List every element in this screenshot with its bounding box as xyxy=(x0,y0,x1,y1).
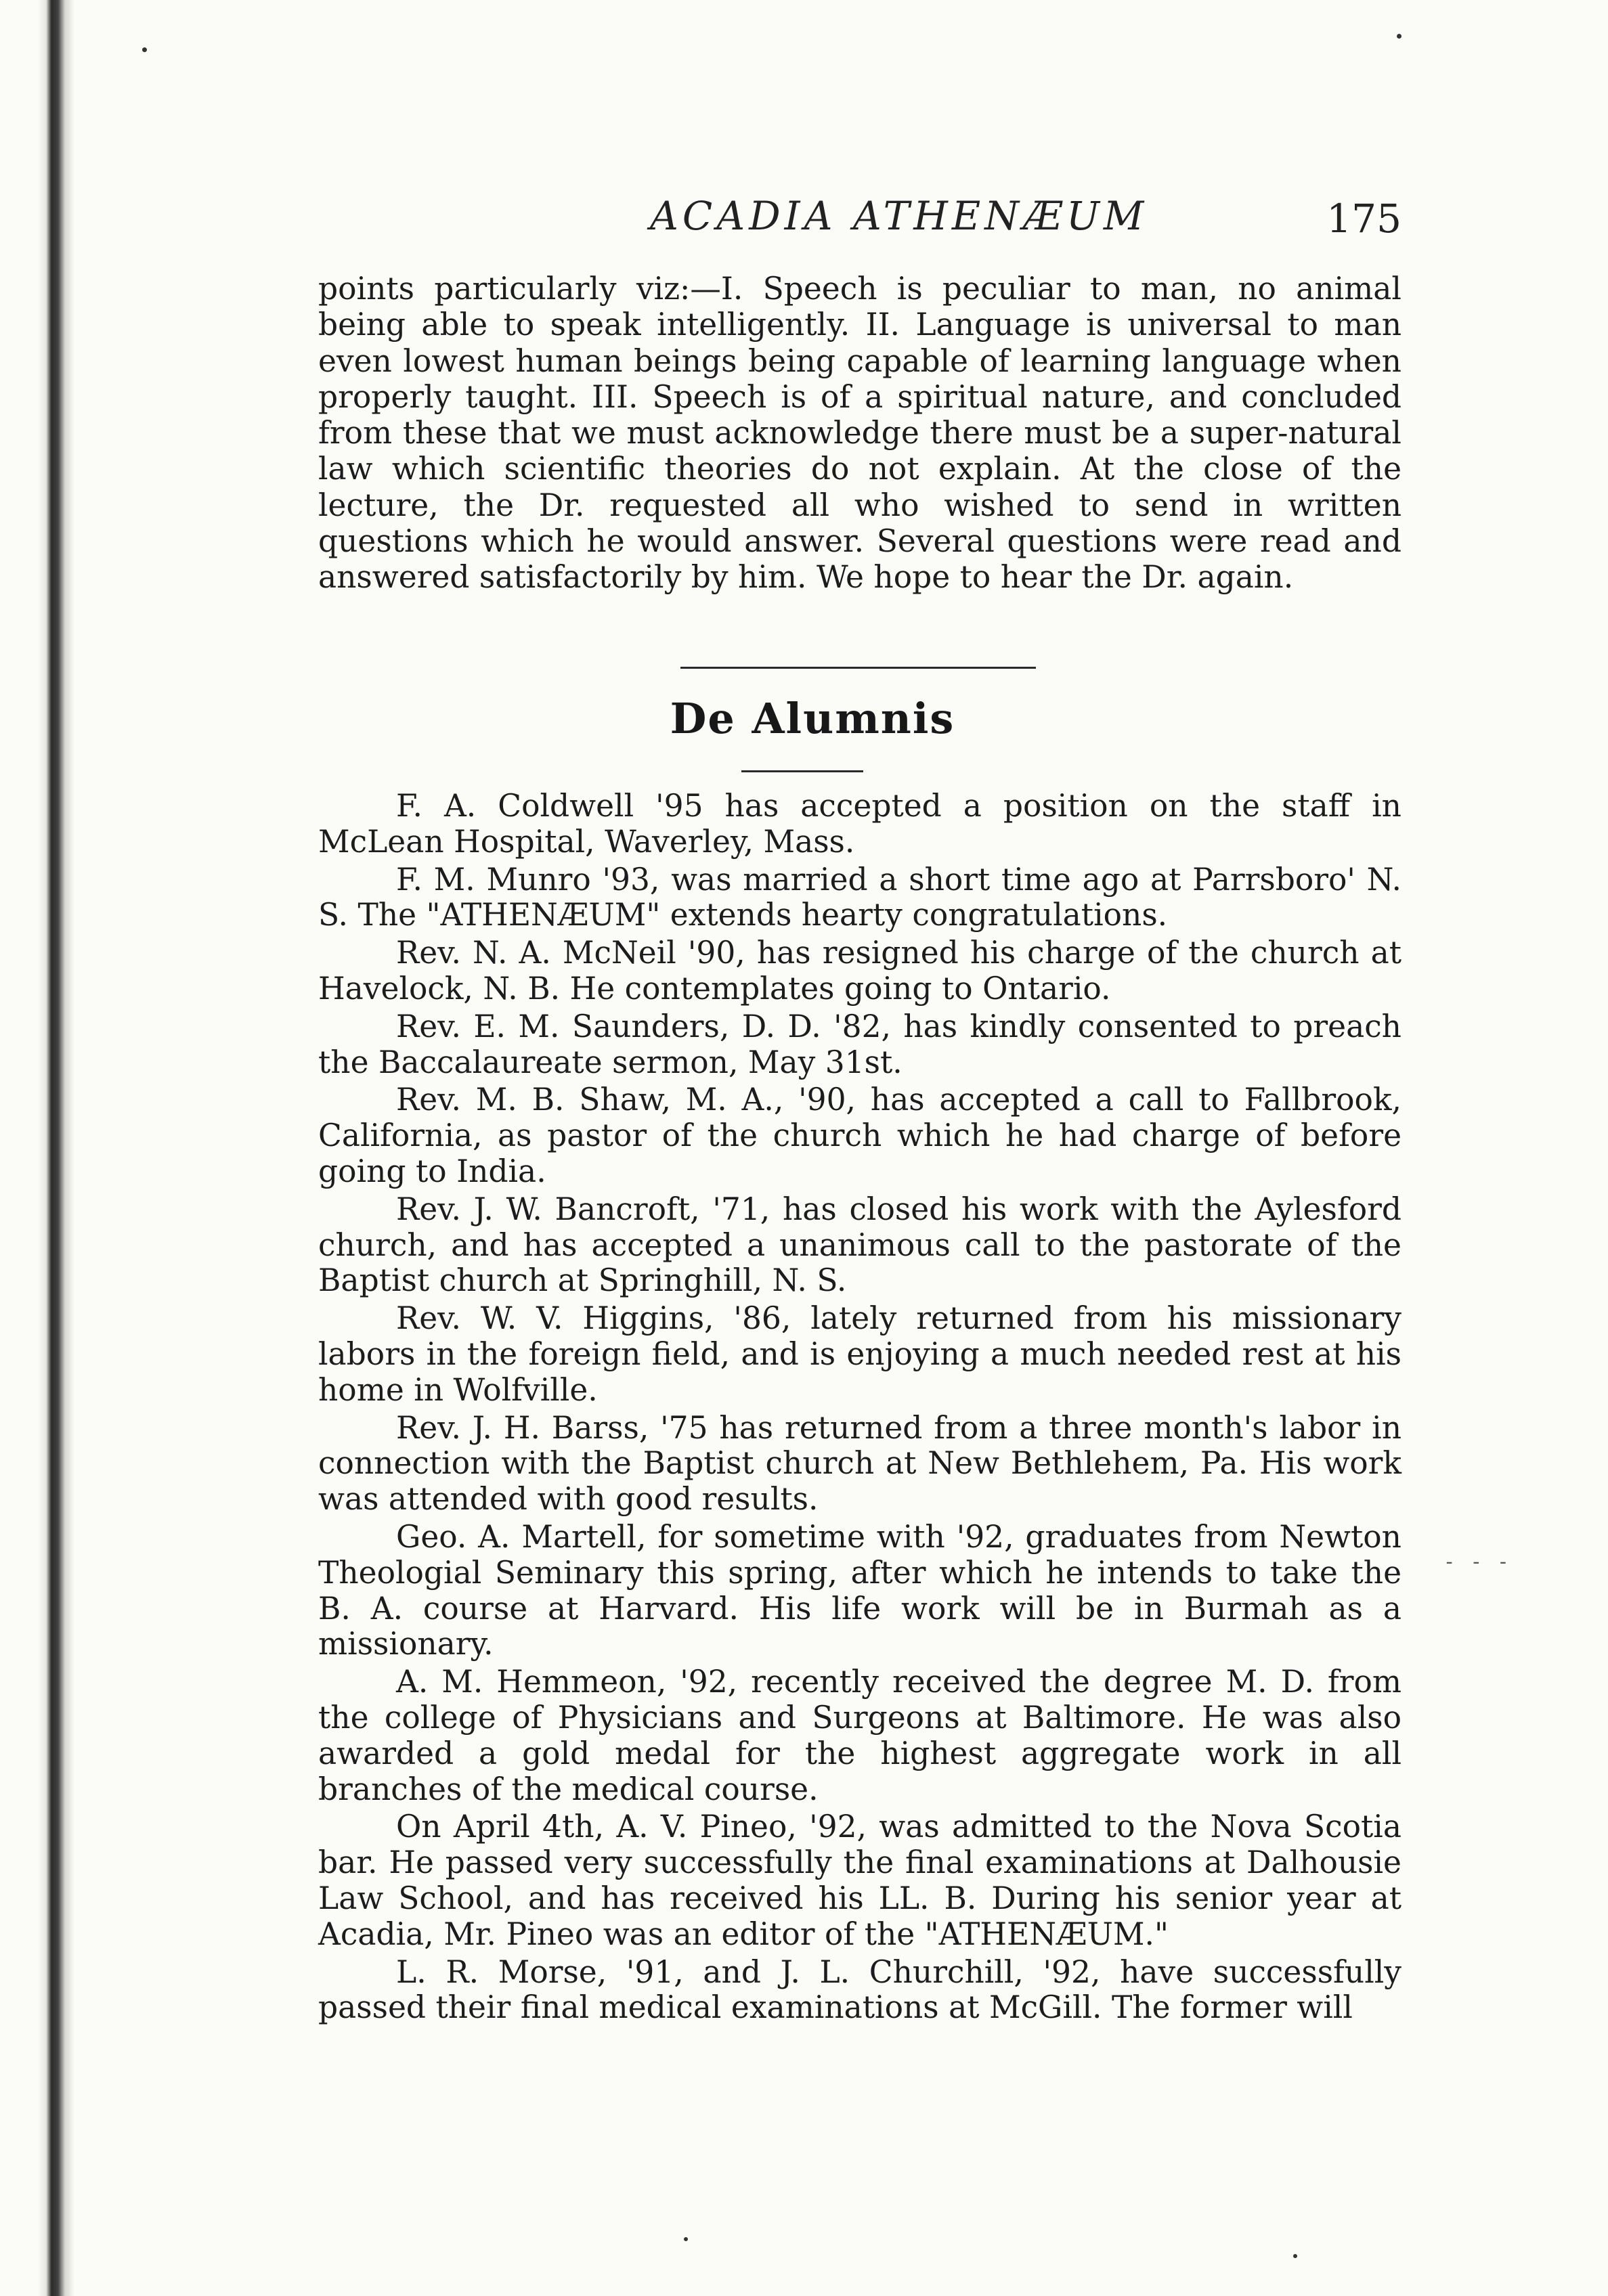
alumni-note: Rev. N. A. McNeil '90, has resigned his charge of the church at Havelock, N. B. He contemplates going to Ontario. xyxy=(318,935,1401,1007)
alumni-note: Rev. M. B. Shaw, M. A., '90, has accepted a call to Fallbrook, California, as pastor of the church which he had charge of before going to India. xyxy=(318,1082,1401,1189)
alumni-note: F. A. Coldwell '95 has accepted a position on the staff in McLean Hospital, Waverley, Mass. xyxy=(318,788,1401,860)
alumni-note: L. R. Morse, '91, and J. L. Churchill, '92, have successfully passed their final medical examinations at McGill. The former will xyxy=(318,1953,1401,2026)
title-underline xyxy=(741,770,863,772)
scan-speck xyxy=(1397,34,1401,39)
alumni-note: A. M. Hemmeon, '92, recently received the degree M. D. from the college of Physicians and Surgeons at Baltimore. He was also awarded a gold medal for the highest aggregate work in all branches of the medical course. xyxy=(318,1664,1401,1807)
page-binding-edge xyxy=(0,0,81,2296)
alumni-notes xyxy=(318,789,1401,2028)
alumni-note: Rev. E. M. Saunders, D. D. '82, has kindly consented to preach the Baccalaureate sermon, May 31st. xyxy=(318,1008,1401,1080)
page-number: 175 xyxy=(1326,196,1401,242)
scan-speck xyxy=(1293,2254,1297,2258)
running-title: ACADIA ATHENÆUM xyxy=(650,193,1148,239)
intro-text xyxy=(318,271,1401,596)
page-header xyxy=(318,193,1401,247)
alumni-note: Rev. W. V. Higgins, '86, lately returned from his missionary labors in the foreign field, and is enjoying a much needed rest at his home in Wolfville. xyxy=(318,1300,1401,1408)
alumni-note: On April 4th, A. V. Pineo, '92, was admitted to the Nova Scotia bar. He passed very successfully the final examinations at Dalhousie Law School, and has received his LL. B. During his senior year at Acadia, Mr. Pineo was an editor of the "ATHENÆUM." xyxy=(318,1809,1401,1952)
alumni-note: F. M. Munro '93, was married a short time ago at Parrsboro' N. S. The "ATHENÆUM" extends hearty congratulations. xyxy=(318,861,1401,933)
scan-speck xyxy=(142,47,147,52)
scan-speck xyxy=(684,2237,688,2241)
section-title: De Alumnis xyxy=(670,694,955,743)
alumni-note: Rev. J. W. Bancroft, '71, has closed his work with the Aylesford church, and has accepted a unanimous call to the pastorate of the Baptist church at Springhill, N. S. xyxy=(318,1191,1401,1299)
alumni-note: Rev. J. H. Barss, '75 has returned from a three month's labor in connection with the Baptist church at New Bethlehem, Pa. His work was attended with good results. xyxy=(318,1409,1401,1518)
alumni-note: Geo. A. Martell, for sometime with '92, graduates from Newton Theologial Seminary this spring, after which he intends to take the B. A. course at Harvard. His life work will be in Burmah as a missionary. xyxy=(318,1518,1401,1662)
scan-marks: - - - xyxy=(1446,1550,1513,1574)
intro-paragraph: points particularly viz:—I. Speech is peculiar to man, no animal being able to speak intelligently. II. Language is universal to man even lowest human beings being capable of learning language when properly taught. III. Speech is of a spiritual nature, and concluded from these that we must acknowledge there must be a super-natural law which scientific theories do not explain. At the close of the lecture, the Dr. requested all who wished to send in written questions which he would answer. Several questions were read and answered satisfactorily by him. We hope to hear the Dr. again. xyxy=(318,271,1401,596)
section-divider xyxy=(680,667,1036,669)
